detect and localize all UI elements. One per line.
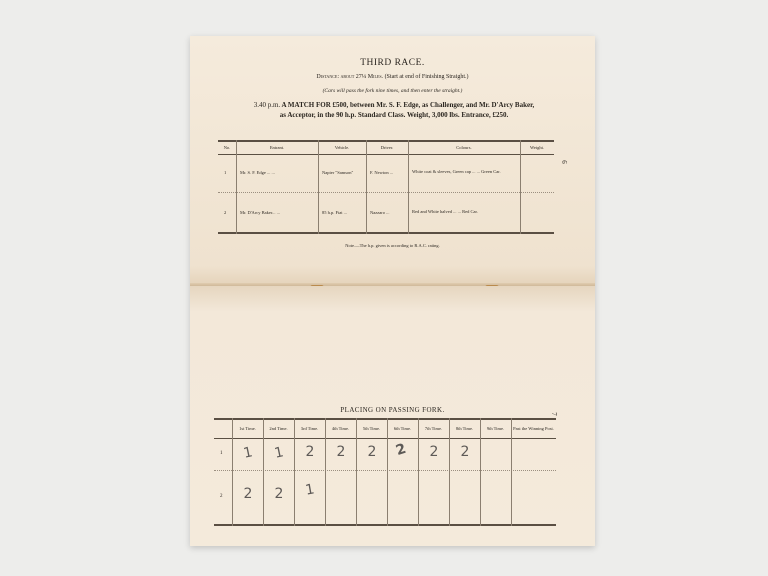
distance-lead: Distance: (316, 74, 339, 80)
programme-booklet (190, 36, 595, 546)
column-header-3rd: 3rd Time. (300, 425, 319, 431)
entrant-1-colours: White coat & sleeves, Green cap ... ... Green Car. (412, 169, 501, 174)
match-description (214, 100, 574, 120)
placing-row-2-entry-2: 2 (274, 486, 284, 502)
column-header-6th: 6th Time. (393, 425, 412, 431)
entrant-1-driver: F. Newton ... (370, 170, 394, 175)
column-header-9th: 9th Time. (486, 425, 505, 431)
entrant-2-no: 2 (224, 210, 227, 215)
column-header-7th: 7th Time. (424, 425, 443, 431)
entrant-2-name: Mr. D'Arcy Baker... ... (240, 210, 281, 215)
placing-title: PLACING ON PASSING FORK. (340, 406, 445, 414)
column-header-2nd: 2nd Time. (269, 425, 288, 431)
column-header-vehicle: Vehicle. (334, 145, 350, 150)
placing-row-1-entry-2: 1 (272, 444, 286, 462)
column-header-winning-post: Past the Winning Post. (513, 425, 554, 431)
distance-value: about 27¼ Miles. (340, 74, 384, 80)
placing-row-2-entry-3: 1 (304, 481, 316, 499)
placing-row-1-entry-1: 1 (241, 444, 255, 462)
entrant-1-vehicle: Napier "Samson" (322, 170, 354, 175)
placing-row-1-entry-7: 2 (429, 444, 439, 460)
entrant-2-driver: Nazzaro ... (370, 210, 390, 215)
column-header-5th: 5th Time. (362, 425, 381, 431)
placing-row-2-no: 2 (220, 494, 223, 499)
entrant-2-colours: Red and White halved ... ... Red Car. (412, 209, 478, 214)
placing-page (190, 286, 595, 546)
column-header-weight: Weight. (529, 145, 544, 150)
placing-row-1-entry-5: 2 (367, 444, 377, 460)
column-header-8th: 8th Time. (455, 425, 474, 431)
page-number-top: 6 (559, 160, 568, 164)
entrant-2-vehicle: 85 h.p. Fiat ... (322, 210, 348, 215)
placing-row-2-entry-1: 2 (243, 486, 253, 502)
entrant-1-name: Mr. S. F. Edge ... ... (240, 170, 275, 175)
cars-note: (Cars will pass the fork nine times, and then enter the straight.) (322, 88, 463, 94)
placing-row-1-no: 1 (220, 451, 223, 456)
race-page (190, 36, 595, 286)
column-header-driver: Driver. (380, 145, 394, 150)
column-header-1st: 1st Time. (239, 425, 256, 431)
column-header-no: No. (223, 145, 231, 150)
hp-note: Note.—The h.p. given is according to R.A.C. rating. (345, 243, 440, 248)
placing-row-1-entry-8: 2 (460, 444, 470, 460)
column-header-entrant: Entrant. (269, 145, 285, 150)
race-title: THIRD RACE. (360, 58, 425, 68)
placing-row-1-entry-3: 2 (305, 444, 315, 460)
distance-line (190, 74, 595, 80)
match-line-2: as Acceptor, in the 90 h.p. Standard Class. Weight, 3,000 lbs. Entrance, £250. (279, 111, 509, 119)
match-line-1: A MATCH FOR £500, between Mr. S. F. Edge, as Challenger, and Mr. D'Arcy Baker, (281, 101, 535, 109)
page-number-bottom: 7 (549, 412, 558, 416)
distance-start: (Start at end of Finishing Straight.) (384, 74, 469, 80)
placing-row-1-entry-4: 2 (336, 444, 346, 460)
column-header-4th: 4th Time. (331, 425, 350, 431)
entrant-1-no: 1 (224, 170, 227, 175)
placing-row-1-entry-6: 2 (393, 440, 409, 460)
placing-table (214, 418, 556, 526)
match-time: 3.40 p.m. (253, 101, 281, 109)
entrants-table (218, 140, 554, 234)
column-header-colours: Colours. (456, 145, 472, 150)
